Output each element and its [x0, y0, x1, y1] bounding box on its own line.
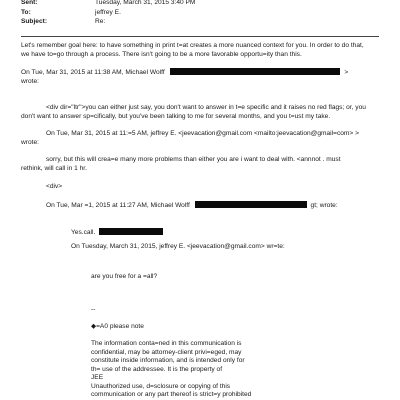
redaction-bar — [99, 228, 163, 235]
confidentiality-line: th= use of the addressee. It is the property of — [91, 365, 223, 373]
div-line-1: <div dir="ltr">you can either just say, you don't want to answer in t=e specific and it raises no red flags; or, you — [46, 104, 366, 111]
quote3-header-end: gt; wrote: — [310, 202, 338, 209]
redaction-bar — [170, 68, 340, 75]
reply-line-2: we have to=go through a process. There isn't going to be a more favorable opportu=ity than this. — [21, 50, 302, 58]
yes-call-text: Yes.call. — [71, 229, 96, 236]
to-row — [21, 9, 381, 19]
quote3-header-text: On Tue, Mar =1, 2015 at 11:27 AM, Michael Wolff — [46, 202, 190, 209]
subject-row — [21, 18, 381, 28]
confidentiality-line: JEE — [91, 374, 104, 382]
quote-header-wrote: wrote: — [21, 77, 39, 85]
quote-header-wolff-1138 — [21, 68, 348, 86]
subject-label: Subject: — [21, 18, 48, 26]
sent-label: Sent: — [21, 0, 38, 7]
quote2-line-2: wrote: — [21, 138, 39, 146]
quote-header-text: On Tue, Mar 31, 2015 at 11:38 AM, Michael Wolff — [21, 69, 165, 76]
to-value: jeffrey E. — [95, 8, 121, 16]
sorry-line-2: rethink, will call in 1 hr. — [21, 164, 87, 172]
confidentiality-line: Unauthorized use, d=sclosure or copying of this — [91, 382, 231, 390]
email-header — [21, 0, 381, 28]
confidentiality-notice — [91, 340, 251, 400]
sorry-line-1: sorry, but this will crea=e many more problems than either you are i want to deal with. <annnot . must — [46, 156, 341, 163]
quote-header-bracket: > — [344, 69, 349, 76]
header-divider — [21, 36, 379, 37]
quote-header-jeffrey-1135 — [21, 130, 359, 147]
confidentiality-line: confidential, may be attorney-client privi=eged, may — [91, 348, 242, 356]
please-note: ◆=A0 please note — [91, 323, 144, 330]
quote-header-wolff-1127 — [46, 201, 338, 211]
div-tag: <div> — [46, 183, 63, 190]
yes-call-line — [71, 228, 163, 238]
quote4-header: On Tuesday, March 31, 2015, jeffrey E. <jeevacation@gmail.com> wr=te: — [71, 243, 285, 250]
confidentiality-line: communication or any part thereof is strict=y prohibited — [91, 391, 252, 399]
redaction-bar — [195, 201, 307, 208]
reply-paragraph — [21, 42, 364, 59]
sent-value: Tuesday, March 31, 2015 3:40 PM — [95, 0, 196, 7]
sent-row — [21, 0, 381, 9]
subject-value: Re: — [95, 18, 106, 26]
div-line-2: don't want to answer sp=cifically, but you've been talking to me for several months, and you t=ust my take. — [21, 112, 331, 120]
to-label: To: — [21, 8, 31, 16]
quote2-line-1: On Tue, Mar 31, 2015 at 11:=5 AM, jeffrey E. <jeevacation@gmail.com <mailto:jeevacation@gmail=com> > — [46, 130, 359, 137]
signature-dashes: -- — [91, 306, 96, 313]
reply-line-1: Let's remember goal here: to have something in print t=at creates a more nuanced context for you. In order to do that, — [21, 42, 364, 49]
free-question: are you free for a =all? — [91, 273, 158, 280]
confidentiality-line: The information conta=ned in this communication is — [91, 340, 242, 347]
sorry-paragraph — [21, 156, 341, 173]
confidentiality-line: constitute inside information, and is intended only for — [91, 357, 245, 365]
div-paragraph — [21, 104, 366, 121]
